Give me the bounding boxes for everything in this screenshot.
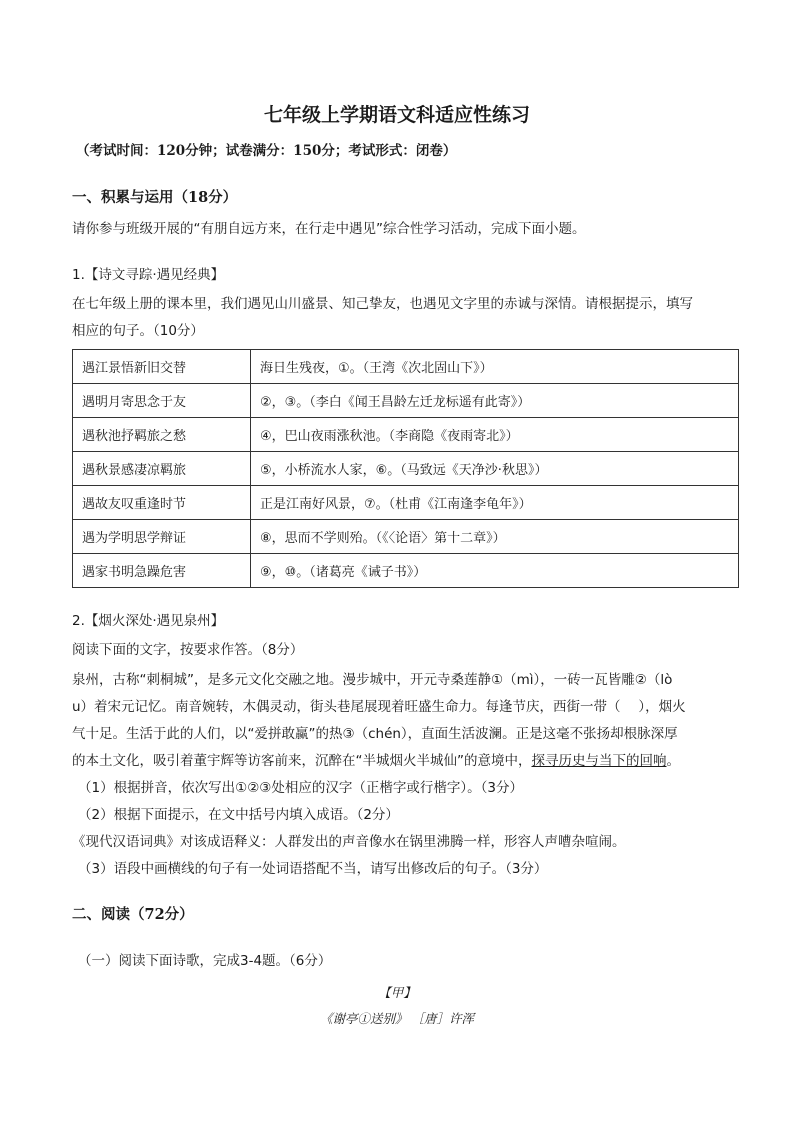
table-row bbox=[73, 554, 739, 588]
passage-end: 。 bbox=[666, 753, 680, 769]
table-cell-content: ⑨，⑩。（诸葛亮《诫子书》） bbox=[251, 554, 739, 588]
sub-question-3: （3）语段中画横线的句子有一处词语搭配不当，请写出修改后的句子。（3分） bbox=[78, 861, 548, 877]
reading-part-1-intro: （一）阅读下面诗歌，完成3-4题。（6分） bbox=[78, 953, 332, 969]
page-title: 七年级上学期语文科适应性练习 bbox=[263, 104, 530, 126]
table-row bbox=[73, 486, 739, 520]
sub-question-2: （2）根据下面提示，在文中括号内填入成语。（2分） bbox=[78, 807, 399, 823]
poem-title: 《谢亭①送别》 ［唐］许浑 bbox=[320, 1011, 474, 1026]
exam-info: （考试时间：120分钟；试卷满分：150分；考试形式：闭卷） bbox=[76, 143, 457, 159]
passage-line: u）着宋元记忆。南音婉转，木偶灵动，街头巷尾展现着旺盛生命力。每逢节庆，西街一带（ ），烟火 bbox=[72, 699, 686, 715]
question-1-instruction-line2: 相应的句子。（10分） bbox=[72, 323, 204, 339]
table-cell-content: ④，巴山夜雨涨秋池。（李商隐《夜雨寄北》） bbox=[251, 418, 739, 452]
table-cell-theme: 遇故友叹重逢时节 bbox=[73, 486, 251, 520]
table-cell-theme: 遇江景悟新旧交替 bbox=[73, 350, 251, 384]
table-cell-content: 正是江南好风景，⑦。（杜甫《江南逢李龟年》） bbox=[251, 486, 739, 520]
table-cell-theme: 遇家书明急躁危害 bbox=[73, 554, 251, 588]
table-cell-content: ⑤，小桥流水人家，⑥。（马致远《天净沙·秋思》） bbox=[251, 452, 739, 486]
underlined-sentence: 探寻历史与当下的回响 bbox=[531, 753, 667, 769]
passage-line: 气十足。生活于此的人们，以“爱拼敢赢”的热③（chén），直面生活波澜。正是这毫不张扬却根脉深厚 bbox=[72, 726, 678, 742]
sub-question-1: （1）根据拼音，依次写出①②③处相应的汉字（正楷字或行楷字）。（3分） bbox=[78, 780, 523, 796]
sub-question-2-hint: 《现代汉语词典》对该成语释义：人群发出的声音像水在锅里沸腾一样，形容人声嘈杂喧闹。 bbox=[72, 834, 626, 850]
poem-tag: 【甲】 bbox=[378, 985, 416, 1000]
table-cell-theme: 遇秋景感凄凉羁旅 bbox=[73, 452, 251, 486]
table-cell-content: ②，③。（李白《闻王昌龄左迁龙标遥有此寄》） bbox=[251, 384, 739, 418]
section-heading-2: 二、阅读（72分） bbox=[72, 906, 194, 923]
table-row bbox=[73, 384, 739, 418]
table-cell-theme: 遇秋池抒羁旅之愁 bbox=[73, 418, 251, 452]
passage-line-last bbox=[72, 749, 680, 769]
poetry-fill-table bbox=[72, 349, 739, 588]
table-row bbox=[73, 520, 739, 554]
table-row bbox=[73, 350, 739, 384]
table-cell-content: 海日生残夜，①。（王湾《次北固山下》） bbox=[251, 350, 739, 384]
table-cell-content: ⑧，思而不学则殆。（《〈论语〉第十二章》） bbox=[251, 520, 739, 554]
table-cell-theme: 遇为学明思学辩证 bbox=[73, 520, 251, 554]
table-row bbox=[73, 452, 739, 486]
passage-line: 泉州，古称“刺桐城”，是多元文化交融之地。漫步城中，开元寺桑莲静①（mì），一砖一瓦皆雕②（lò bbox=[72, 672, 673, 688]
section-intro: 请你参与班级开展的“有朋自远方来，在行走中遇见”综合性学习活动，完成下面小题。 bbox=[72, 221, 586, 237]
question-1-label: 1.【诗文寻踪·遇见经典】 bbox=[72, 267, 225, 283]
question-1-instruction-line1: 在七年级上册的课本里，我们遇见山川盛景、知己挚友，也遇见文字里的赤诚与深情。请根据提示，填写 bbox=[72, 296, 693, 312]
question-2-instruction: 阅读下面的文字，按要求作答。（8分） bbox=[72, 642, 304, 658]
table-cell-theme: 遇明月寄思念于友 bbox=[73, 384, 251, 418]
table-row bbox=[73, 418, 739, 452]
passage-text: 的本土文化，吸引着董宇辉等访客前来，沉醉在“半城烟火半城仙”的意境中， bbox=[72, 753, 532, 769]
section-heading-1: 一、积累与运用（18分） bbox=[72, 189, 238, 206]
question-2-label: 2.【烟火深处·遇见泉州】 bbox=[72, 613, 225, 629]
